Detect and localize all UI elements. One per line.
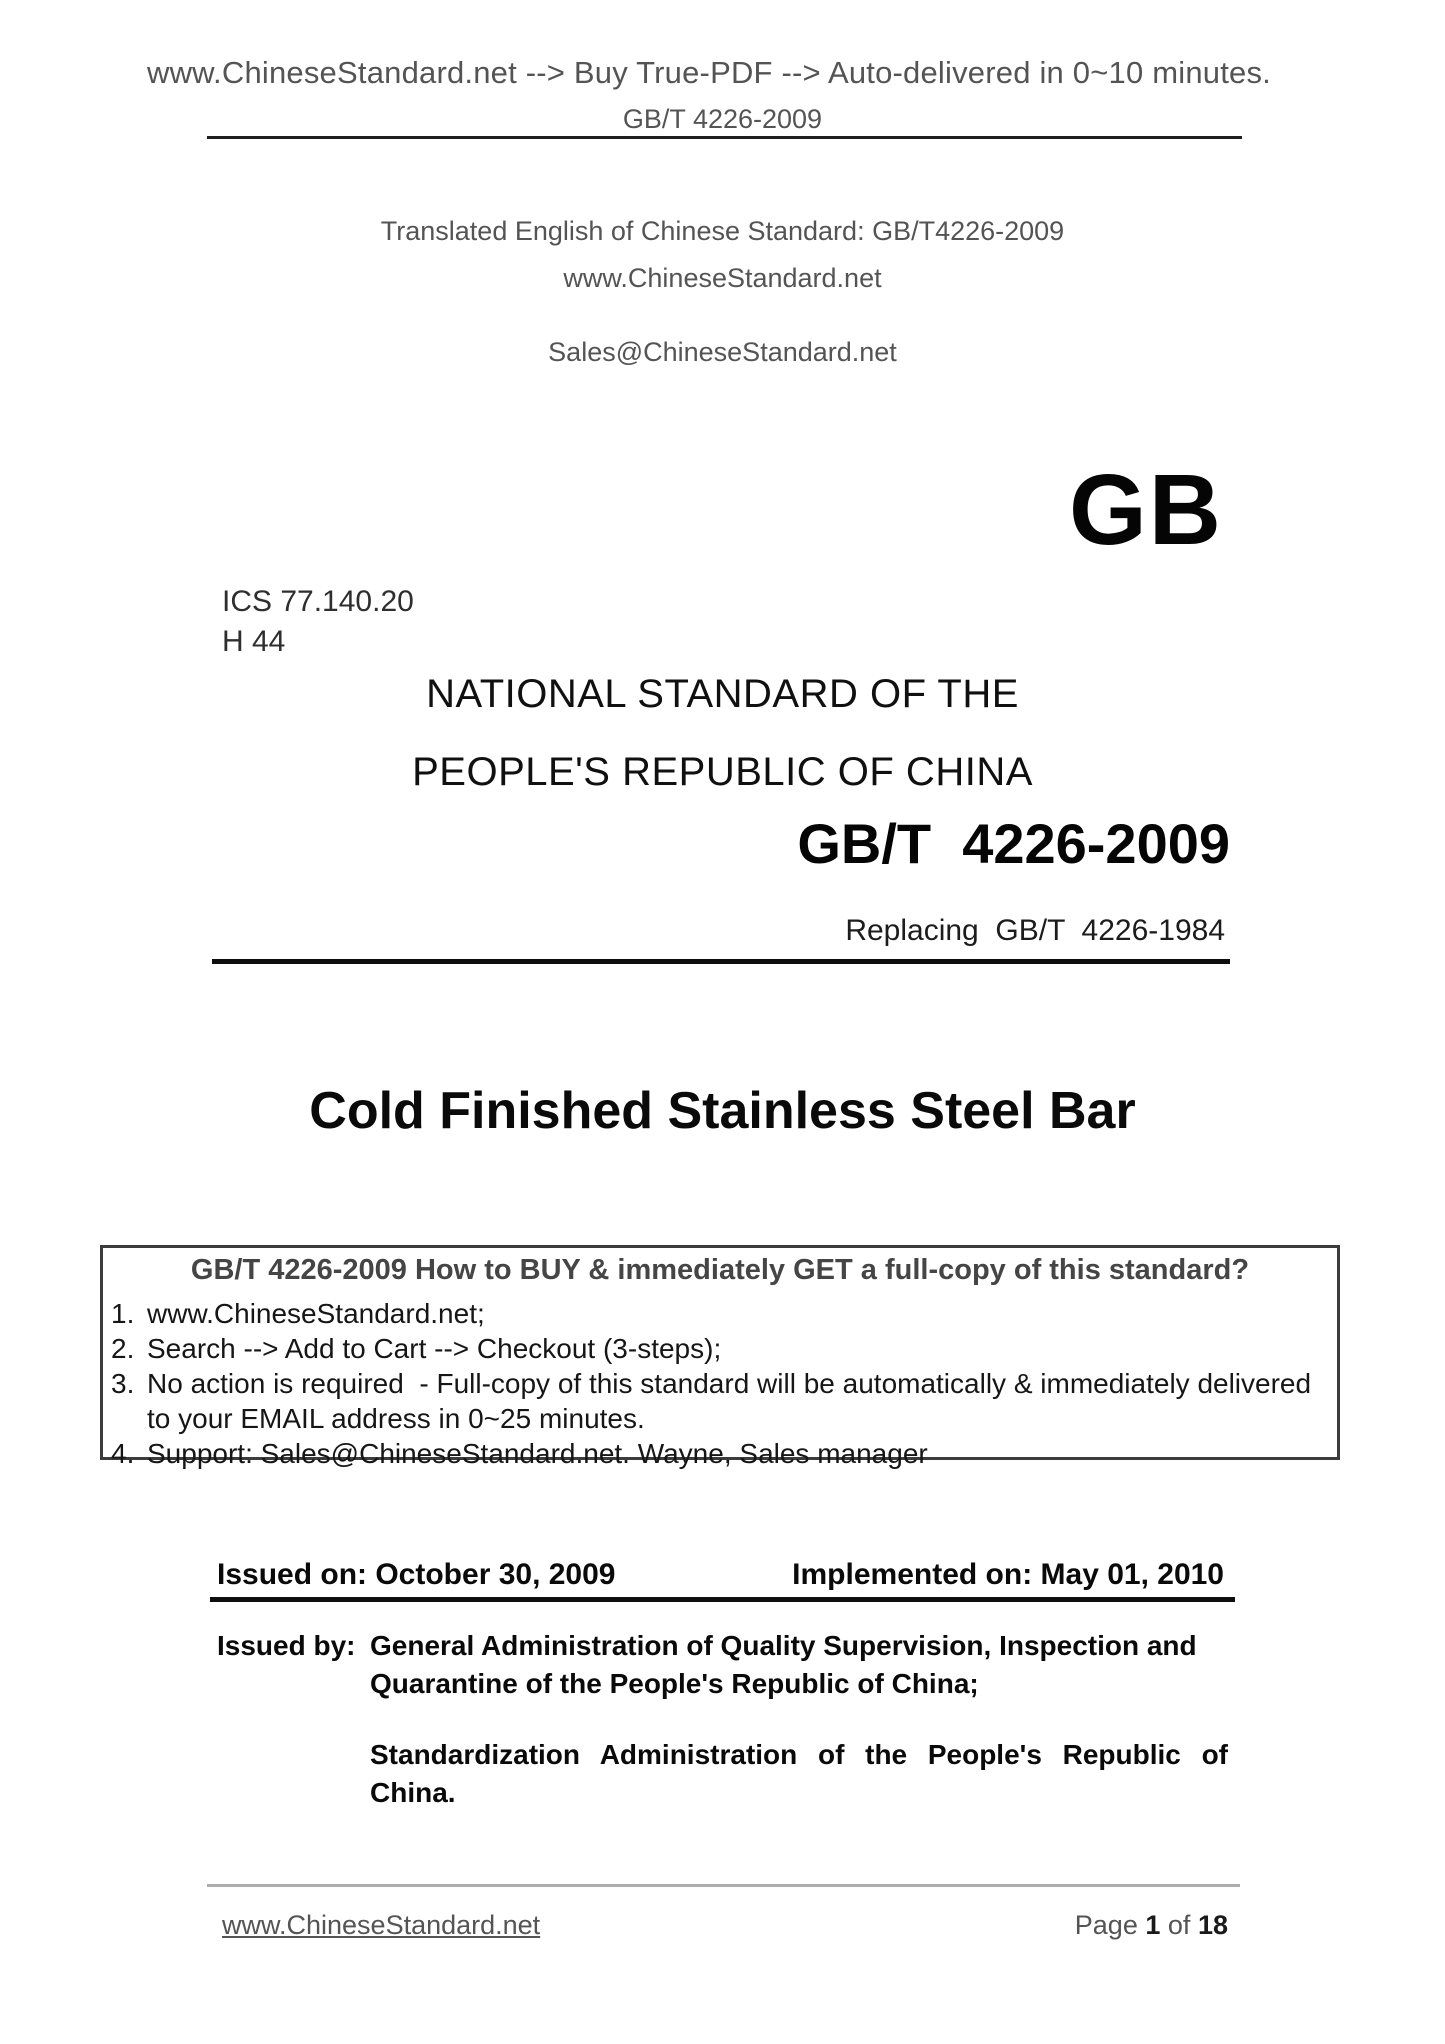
issuer-paragraph-gap — [370, 1703, 1228, 1736]
gb-logo: GB — [1069, 454, 1223, 566]
issued-by-label: Issued by: — [217, 1630, 356, 1661]
header-rule — [207, 136, 1242, 139]
page-total: 18 — [1197, 1910, 1228, 1940]
list-item-number: 4. — [111, 1438, 135, 1469]
dates-rule — [210, 1597, 1235, 1602]
page-label: Page — [1074, 1910, 1138, 1940]
issuer-block — [217, 1627, 1228, 1812]
list-item-text: www.ChineseStandard.net; — [147, 1298, 485, 1329]
standard-number: GB/T 4226-2009 — [797, 812, 1230, 875]
translated-line: Translated English of Chinese Standard: GB/T4226-2009 — [380, 216, 1065, 246]
list-item-number: 3. — [111, 1368, 135, 1399]
footer-site-link[interactable]: www.ChineseStandard.net — [222, 1910, 541, 1940]
list-item — [103, 1331, 1337, 1366]
buy-box-list — [103, 1296, 1337, 1471]
issuer-line: Quarantine of the People's Republic of China; — [370, 1668, 979, 1699]
list-item — [103, 1366, 1337, 1436]
list-item-number: 1. — [111, 1298, 135, 1329]
classification-code: H 44 — [222, 625, 286, 658]
footer-page-indicator — [1000, 1910, 1228, 1941]
issued-on-date: Issued on: October 30, 2009 — [217, 1558, 616, 1591]
issuer-line: Standardization Administration of the People's Republic of — [370, 1739, 1228, 1770]
buy-info-box — [100, 1245, 1340, 1469]
page-current: 1 — [1145, 1910, 1161, 1940]
issuer-lines — [370, 1627, 1228, 1812]
page-of-label: of — [1167, 1910, 1191, 1940]
site-link[interactable]: www.ChineseStandard.net — [563, 263, 882, 293]
buy-box-heading: GB/T 4226-2009 How to BUY & immediately GET a full-copy of this standard? — [190, 1254, 1250, 1286]
intro-email-link-wrap — [0, 337, 1445, 368]
list-item — [103, 1436, 1337, 1471]
replacing-note: Replacing GB/T 4226-1984 — [845, 914, 1225, 947]
list-item-text: Search --> Add to Cart --> Checkout (3-steps); — [147, 1333, 722, 1364]
list-item-number: 2. — [111, 1333, 135, 1364]
issuer-line: General Administration of Quality Supervision, Inspection and — [370, 1630, 1197, 1661]
email-link[interactable]: Sales@ChineseStandard.net — [548, 337, 897, 367]
ics-code: ICS 77.140.20 — [222, 585, 414, 618]
list-item-text: Support: Sales@ChineseStandard.net. Wayne, Sales manager — [147, 1438, 928, 1469]
header-tagline: www.ChineseStandard.net --> Buy True-PDF --> Auto-delivered in 0~10 minutes. — [147, 55, 1271, 90]
implemented-on-date: Implemented on: May 01, 2010 — [792, 1558, 1224, 1591]
header-doc-code: GB/T 4226-2009 — [622, 104, 823, 134]
issuer-line: China. — [370, 1777, 456, 1808]
dates-row — [217, 1558, 1224, 1592]
list-item-text: No action is required - Full-copy of this standard will be automatically & immediately delivered to your EMAIL address in 0~25 minutes. — [147, 1368, 1319, 1434]
list-item — [103, 1296, 1337, 1331]
document-title: Cold Finished Stainless Steel Bar — [309, 1082, 1136, 1140]
national-standard-line2: PEOPLE'S REPUBLIC OF CHINA — [412, 750, 1033, 794]
footer-rule — [207, 1884, 1240, 1887]
national-standard-line1: NATIONAL STANDARD OF THE — [426, 672, 1019, 716]
standard-rule — [212, 959, 1230, 964]
intro-site-link-wrap — [0, 263, 1445, 294]
